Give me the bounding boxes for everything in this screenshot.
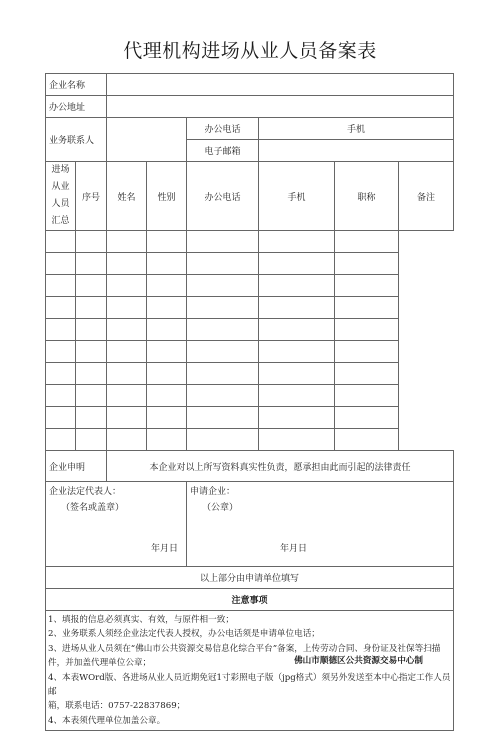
personnel-cell[interactable] (107, 407, 147, 429)
applicant-seal-hint: （公章） (202, 503, 239, 513)
personnel-cell[interactable] (107, 385, 147, 407)
personnel-cell[interactable] (107, 297, 147, 319)
personnel-cell[interactable] (76, 385, 107, 407)
personnel-cell[interactable] (147, 231, 187, 253)
note-line: 件，并加盖代理单位公章； (48, 658, 152, 669)
personnel-row (46, 297, 454, 319)
personnel-cell[interactable] (259, 341, 335, 363)
legal-rep-label: 企业法定代表人： (49, 487, 122, 497)
personnel-cell[interactable] (187, 253, 259, 275)
personnel-row (46, 319, 454, 341)
personnel-cell[interactable] (46, 275, 76, 297)
personnel-cell[interactable] (76, 341, 107, 363)
personnel-cell[interactable] (76, 319, 107, 341)
personnel-cell[interactable] (259, 429, 335, 451)
personnel-cell[interactable] (46, 385, 76, 407)
personnel-cell[interactable] (335, 231, 399, 253)
personnel-cell[interactable] (76, 363, 107, 385)
legal-rep-cell[interactable] (46, 482, 187, 567)
personnel-cell[interactable] (335, 429, 399, 451)
personnel-cell[interactable] (76, 297, 107, 319)
applicant-cell[interactable] (187, 482, 454, 567)
personnel-cell[interactable] (46, 319, 76, 341)
personnel-cell[interactable] (259, 275, 335, 297)
personnel-cell[interactable] (107, 253, 147, 275)
personnel-cell[interactable] (147, 341, 187, 363)
personnel-cell[interactable] (147, 429, 187, 451)
office-address-label: 办公地址 (46, 96, 107, 118)
email-label: 电子邮箱 (187, 140, 259, 162)
col-header-name: 姓名 (107, 162, 147, 231)
personnel-cell[interactable] (335, 253, 399, 275)
personnel-cell[interactable] (259, 407, 335, 429)
personnel-cell[interactable] (187, 341, 259, 363)
personnel-cell[interactable] (107, 275, 147, 297)
note-line: 4、本表须代理单位加盖公章。 (48, 715, 166, 726)
note-line: 2、业务联系人须经企业法定代表人授权，办公电话须是申请单位电话； (48, 629, 320, 640)
personnel-cell[interactable] (147, 385, 187, 407)
applicant-fill-note: 以上部分由申请单位填写 (46, 567, 454, 589)
personnel-row (46, 341, 454, 363)
mobile-label: 手机 (259, 118, 454, 140)
email-field[interactable] (259, 140, 454, 162)
personnel-row (46, 275, 454, 297)
col-header-title: 职称 (335, 162, 399, 231)
personnel-cell[interactable] (335, 363, 399, 385)
personnel-cell[interactable] (259, 363, 335, 385)
company-name-label: 企业名称 (46, 74, 107, 96)
personnel-cell[interactable] (187, 319, 259, 341)
col-header-gender: 性别 (147, 162, 187, 231)
personnel-cell[interactable] (46, 363, 76, 385)
personnel-cell[interactable] (259, 253, 335, 275)
personnel-cell[interactable] (76, 407, 107, 429)
personnel-cell[interactable] (107, 231, 147, 253)
personnel-cell[interactable] (259, 385, 335, 407)
personnel-row (46, 363, 454, 385)
company-name-field[interactable] (107, 74, 454, 96)
personnel-row (46, 385, 454, 407)
declaration-text: 本企业对以上所写资料真实性负责，愿承担由此而引起的法律责任 (107, 451, 454, 482)
personnel-cell[interactable] (335, 407, 399, 429)
filing-form-table (45, 73, 454, 731)
col-header-index: 序号 (76, 162, 107, 231)
personnel-cell[interactable] (107, 341, 147, 363)
personnel-row (46, 407, 454, 429)
personnel-cell[interactable] (46, 253, 76, 275)
personnel-cell[interactable] (46, 297, 76, 319)
personnel-cell[interactable] (335, 275, 399, 297)
personnel-row (46, 253, 454, 275)
personnel-cell[interactable] (187, 231, 259, 253)
personnel-cell[interactable] (259, 319, 335, 341)
office-address-field[interactable] (107, 96, 454, 118)
applicant-label: 申请企业： (190, 487, 236, 497)
note-line: 箱，联系电话：0757-22837869； (48, 701, 186, 712)
personnel-cell[interactable] (187, 363, 259, 385)
personnel-cell[interactable] (187, 429, 259, 451)
business-contact-field[interactable] (107, 118, 187, 162)
personnel-cell[interactable] (147, 275, 187, 297)
personnel-row (46, 429, 454, 451)
personnel-cell[interactable] (335, 385, 399, 407)
personnel-cell[interactable] (147, 407, 187, 429)
personnel-cell[interactable] (107, 429, 147, 451)
personnel-cell[interactable] (187, 407, 259, 429)
personnel-cell[interactable] (76, 275, 107, 297)
personnel-cell[interactable] (147, 253, 187, 275)
personnel-cell[interactable] (46, 429, 76, 451)
business-contact-label: 业务联系人 (46, 118, 107, 162)
notes-body (46, 611, 454, 731)
personnel-cell[interactable] (107, 363, 147, 385)
note-line: 1、填报的信息必须真实、有效，与原件相一致； (48, 615, 234, 625)
personnel-cell[interactable] (187, 297, 259, 319)
personnel-cell[interactable] (76, 429, 107, 451)
personnel-cell[interactable] (335, 297, 399, 319)
applicant-date: 年月日 (280, 544, 308, 554)
declaration-label: 企业申明 (46, 451, 107, 482)
legal-rep-sign-hint: （签名或盖章） (61, 503, 125, 513)
page-title: 代理机构进场从业人员备案表 (123, 40, 377, 62)
issuer-footer: 佛山市顺德区公共资源交易中心制 (294, 656, 423, 666)
personnel-cell[interactable] (187, 385, 259, 407)
personnel-summary-label: 进场 从业 人员 汇总 (46, 162, 76, 231)
personnel-cell[interactable] (187, 275, 259, 297)
personnel-cell[interactable] (259, 231, 335, 253)
personnel-cell[interactable] (107, 319, 147, 341)
personnel-cell[interactable] (46, 341, 76, 363)
personnel-cell[interactable] (147, 297, 187, 319)
personnel-cell[interactable] (335, 319, 399, 341)
note-line: 4、本表WOrd版、各进场从业人员近期免冠1寸彩照电子版（jpg格式）须另外发送至本中心指定工作人员邮 (48, 672, 451, 698)
col-header-office-phone: 办公电话 (187, 162, 259, 231)
personnel-cell[interactable] (46, 231, 76, 253)
col-header-remarks: 备注 (399, 162, 454, 231)
personnel-cell[interactable] (335, 341, 399, 363)
personnel-cell[interactable] (76, 253, 107, 275)
note-line: 3、进场从业人员须在“佛山市公共资源交易信息化综合平台”备案，上传劳动合同、身份证及社保等扫描 (48, 643, 441, 654)
personnel-cell[interactable] (147, 363, 187, 385)
legal-rep-date: 年月日 (151, 544, 179, 554)
personnel-cell[interactable] (46, 407, 76, 429)
personnel-cell[interactable] (259, 297, 335, 319)
notes-title: 注意事项 (46, 589, 454, 611)
personnel-cell[interactable] (76, 231, 107, 253)
office-phone-label: 办公电话 (187, 118, 259, 140)
personnel-row (46, 231, 454, 253)
col-header-mobile: 手机 (259, 162, 335, 231)
personnel-cell[interactable] (147, 319, 187, 341)
